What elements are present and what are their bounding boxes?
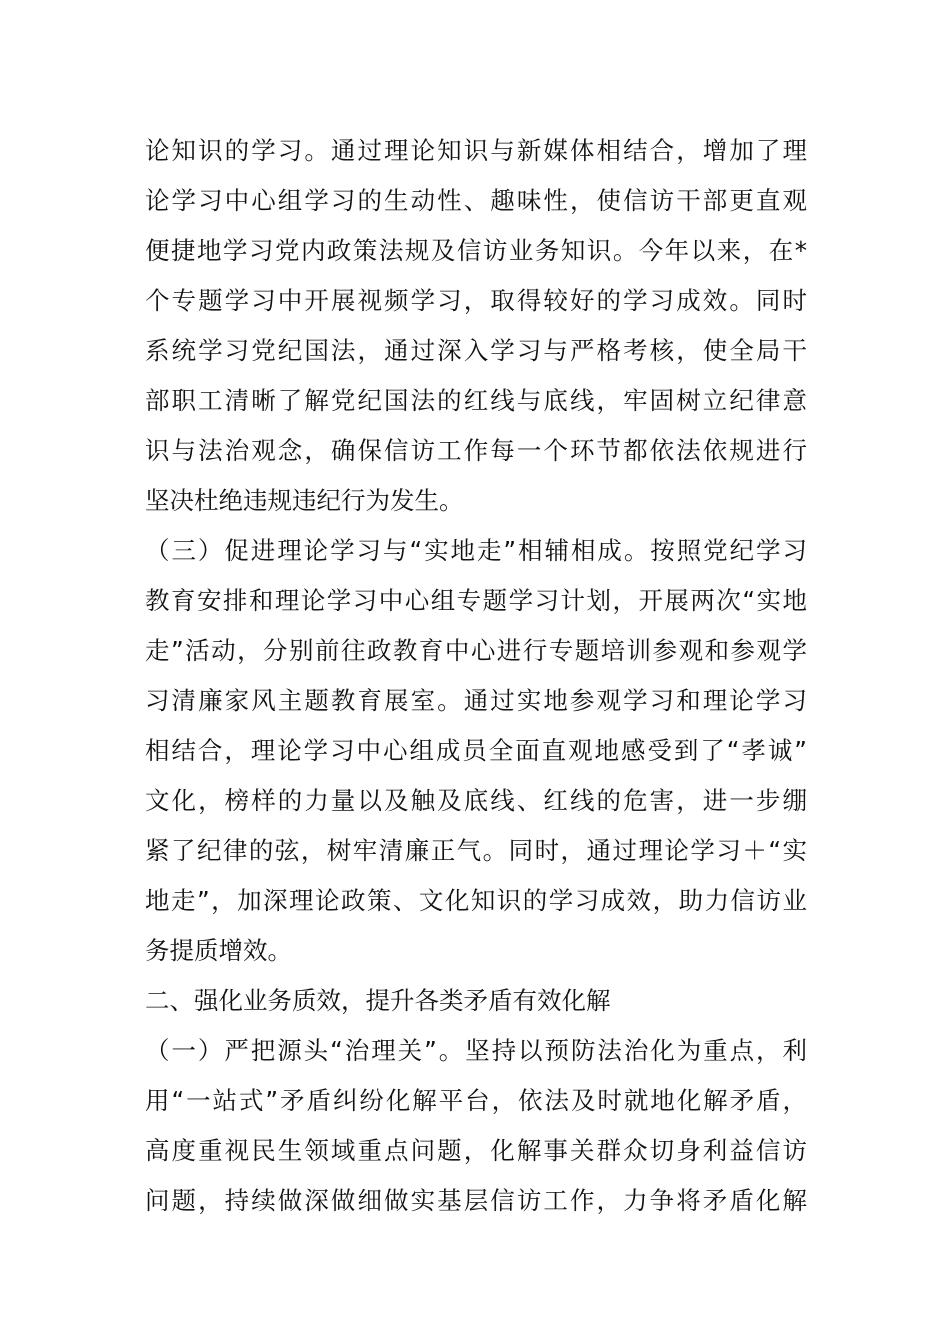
text-line: 识与法治观念，确保信访工作每一个环节都依法依规进行 bbox=[145, 436, 807, 465]
text-line: 问题，持续做深做细做实基层信访工作，力争将矛盾化解 bbox=[145, 1186, 807, 1215]
text-line: 坚决杜绝违规违纪行为发生。 bbox=[145, 486, 464, 515]
text-line: 习清廉家风主题教育展室。通过实地参观学习和理论学习 bbox=[145, 686, 807, 715]
text-line: 系统学习党纪国法，通过深入学习与严格考核，使全局干 bbox=[145, 336, 807, 365]
text-line: 务提质增效。 bbox=[145, 936, 292, 965]
text-line: 论学习中心组学习的生动性、趣味性，使信访干部更直观 bbox=[145, 186, 807, 215]
text-line: 高度重视民生领域重点问题，化解事关群众切身利益信访 bbox=[145, 1136, 807, 1165]
text-line: 教育安排和理论学习中心组专题学习计划，开展两次“实地 bbox=[145, 586, 807, 615]
document-body bbox=[145, 126, 807, 1226]
section-heading-line: （三）促进理论学习与“实地走”相辅相成。按照党纪学习 bbox=[145, 536, 807, 565]
chapter-heading: 二、强化业务质效，提升各类矛盾有效化解 bbox=[145, 986, 611, 1015]
text-line: 部职工清晰了解党纪国法的红线与底线，牢固树立纪律意 bbox=[145, 386, 807, 415]
text-line: 文化，榜样的力量以及触及底线、红线的危害，进一步绷 bbox=[145, 786, 807, 815]
text-line: 论知识的学习。通过理论知识与新媒体相结合，增加了理 bbox=[145, 136, 807, 165]
text-line: 走”活动，分别前往政教育中心进行专题培训参观和参观学 bbox=[145, 636, 807, 665]
text-line: 用“一站式”矛盾纠纷化解平台，依法及时就地化解矛盾， bbox=[145, 1086, 807, 1115]
text-line: 紧了纪律的弦，树牢清廉正气。同时，通过理论学习＋“实 bbox=[145, 836, 807, 865]
text-line: 相结合，理论学习中心组成员全面直观地感受到了“孝诚” bbox=[145, 736, 807, 765]
text-line: 地走”，加深理论政策、文化知识的学习成效，助力信访业 bbox=[145, 886, 807, 915]
text-line: 便捷地学习党内政策法规及信访业务知识。今年以来，在* bbox=[145, 236, 807, 265]
text-line: 个专题学习中开展视频学习，取得较好的学习成效。同时 bbox=[145, 286, 807, 315]
section-heading-line: （一）严把源头“治理关”。坚持以预防法治化为重点，利 bbox=[145, 1036, 807, 1065]
